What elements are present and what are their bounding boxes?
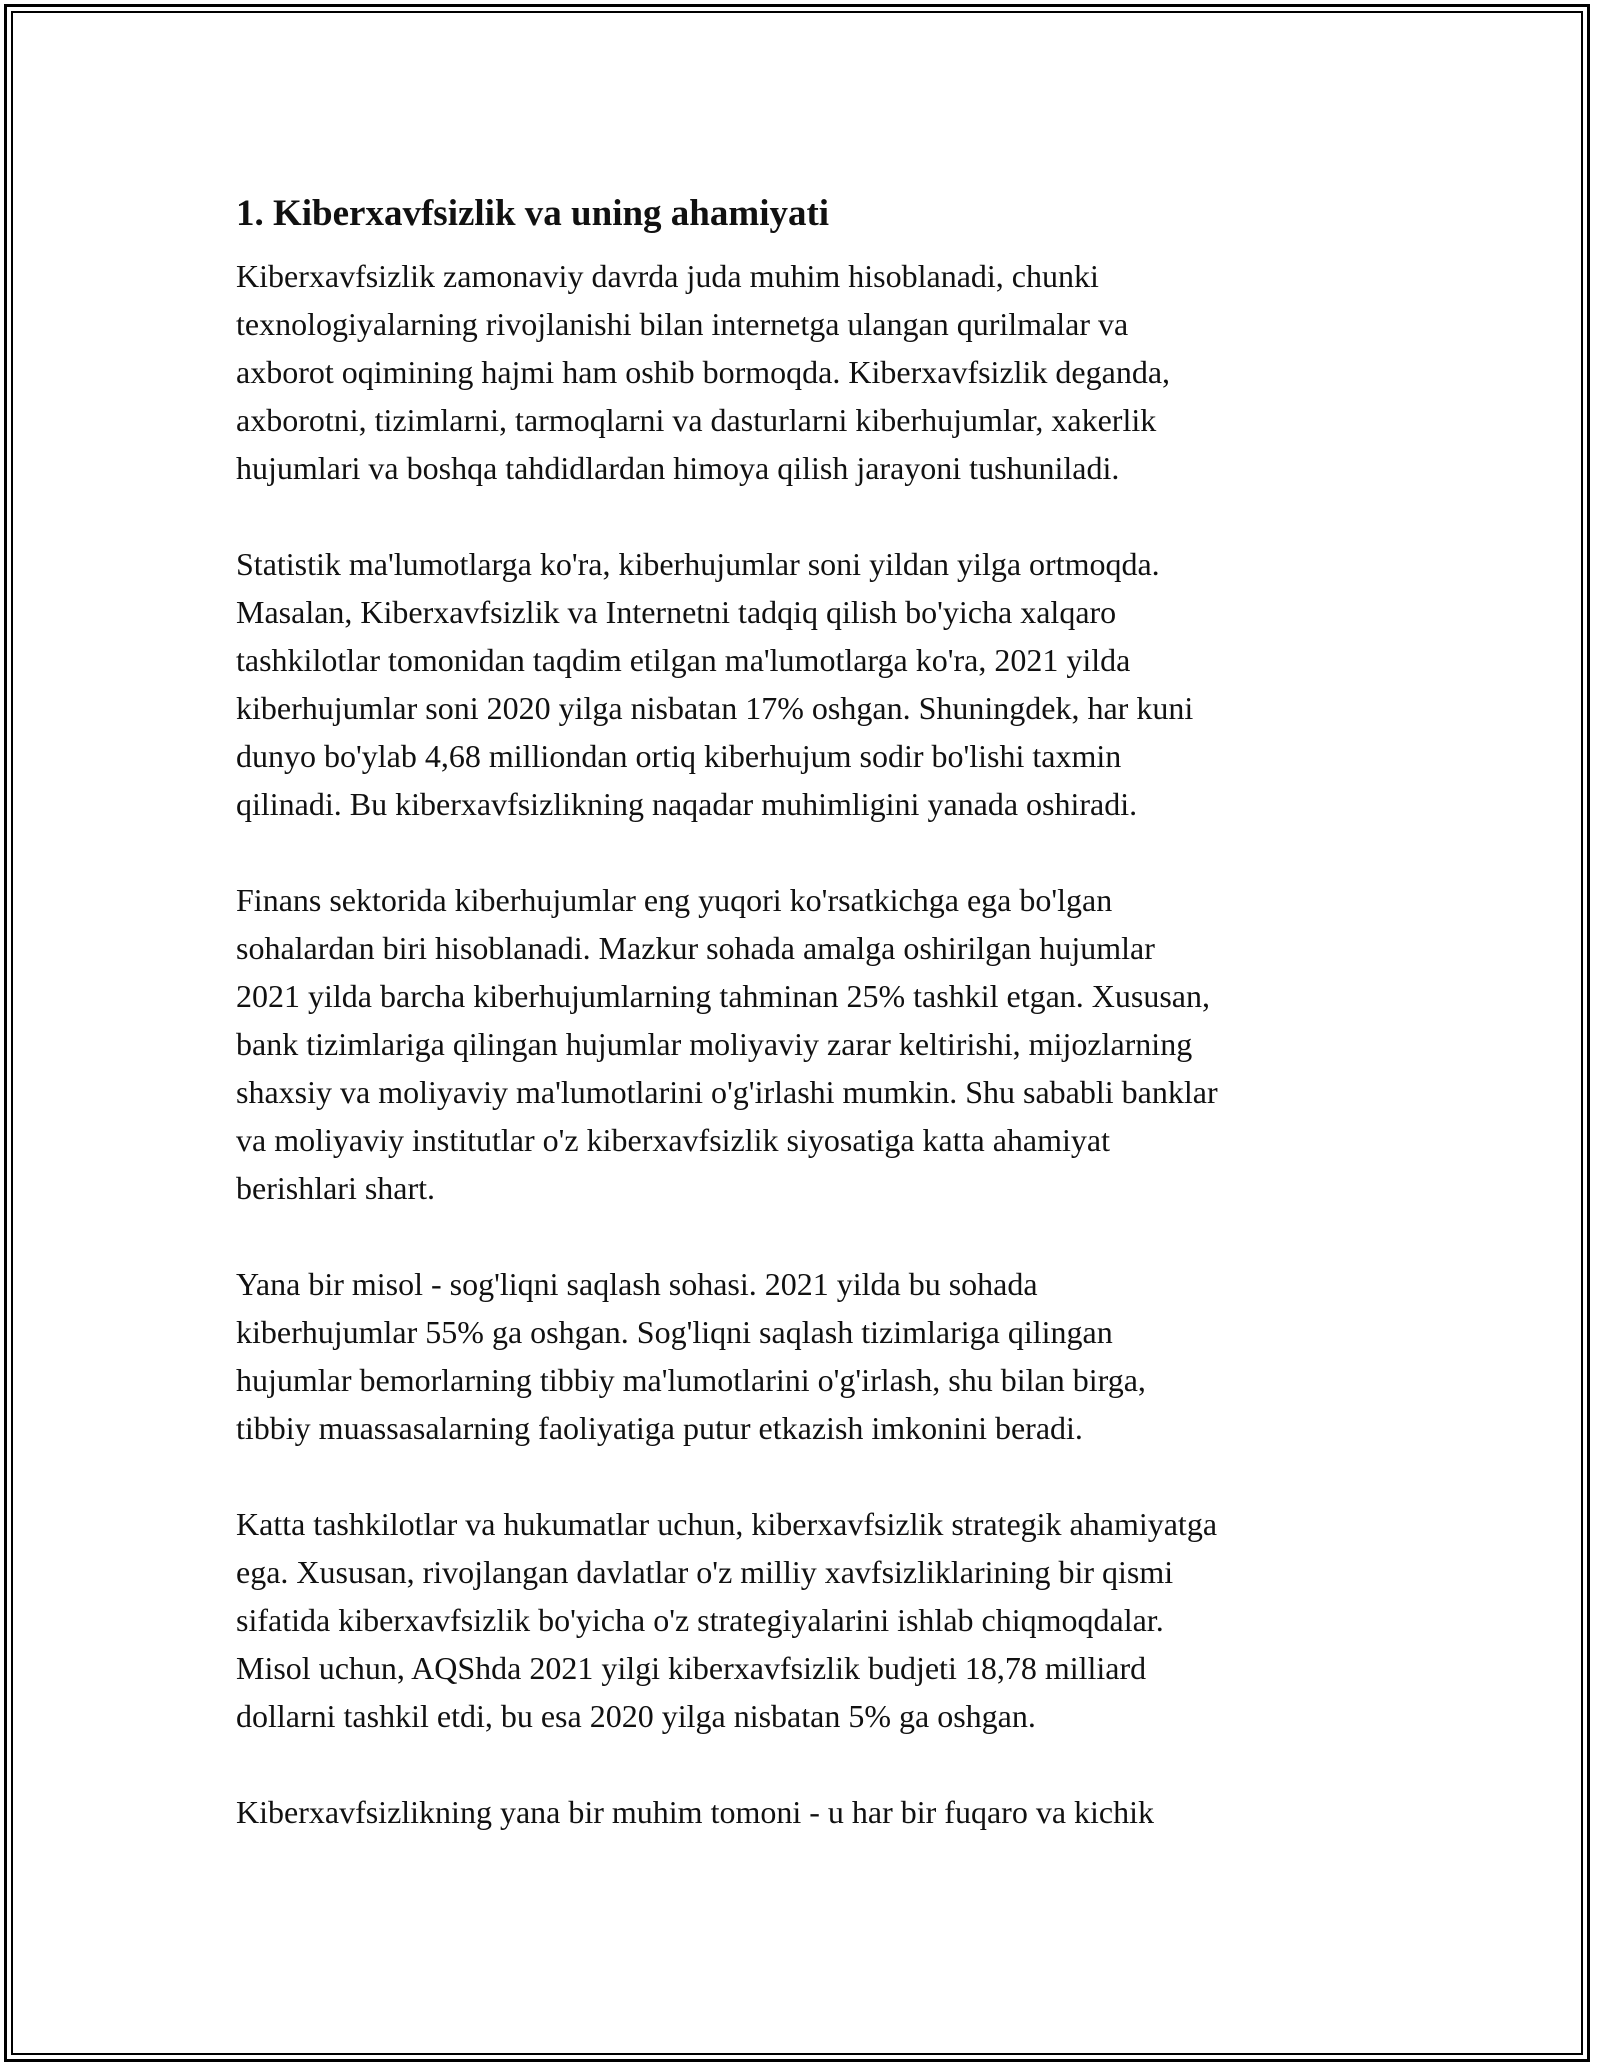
document-body bbox=[236, 188, 1386, 1884]
paragraph-government: Katta tashkilotlar va hukumatlar uchun, kiberxavfsizlik strategik ahamiyatga ega. Xususan, rivojlangan davlatlar o'z milliy xavfsizliklarining bir qismi sifatida kiberxavfsizlik bo'yicha o'z strategiyalarini ishlab chiqmoqdalar. Misol uchun, AQShda 2021 yilgi kiberxavfsizlik budjeti 18,78 milliard dollarni tashkil etdi, bu esa 2020 yilga nisbatan 5% ga oshgan. bbox=[236, 1506, 1218, 1734]
paragraph-citizens: Kiberxavfsizlikning yana bir muhim tomoni - u har bir fuqaro va kichik bbox=[236, 1794, 1154, 1830]
paragraph-statistics: Statistik ma'lumotlarga ko'ra, kiberhujumlar soni yildan yilga ortmoqda. Masalan, Kiberxavfsizlik va Internetni tadqiq qilish bo'yicha xalqaro tashkilotlar tomonidan taqdim etilgan ma'lumotlarga ko'ra, 2021 yilda kiberhujumlar soni 2020 yilga nisbatan 17% oshgan. Shuningdek, har kuni dunyo bo'ylab 4,68 milliondan ortiq kiberhujum sodir bo'lishi taxmin qilinadi. Bu kiberxavfsizlikning naqadar muhimligini yanada oshiradi. bbox=[236, 546, 1194, 822]
section-heading: 1. Kiberxavfsizlik va uning ahamiyati bbox=[236, 193, 830, 234]
paragraph-finance: Finans sektorida kiberhujumlar eng yuqori ko'rsatkichga ega bo'lgan sohalardan biri hisoblanadi. Mazkur sohada amalga oshirilgan hujumlar 2021 yilda barcha kiberhujumlarning tahminan 25% tashkil etgan. Xususan, bank tizimlariga qilingan hujumlar moliyaviy zarar keltirishi, mijozlarning shaxsiy va moliyaviy ma'lumotlarini o'g'irlashi mumkin. Shu sababli banklar va moliyaviy institutlar o'z kiberxavfsizlik siyosatiga katta ahamiyat berishlari shart. bbox=[236, 882, 1218, 1206]
paragraph-intro: Kiberxavfsizlik zamonaviy davrda juda muhim hisoblanadi, chunki texnologiyalarning rivojlanishi bilan internetga ulangan qurilmalar va axborot oqimining hajmi ham oshib bormoqda. Kiberxavfsizlik deganda, axborotni, tizimlarni, tarmoqlarni va dasturlarni kiberhujumlar, xakerlik hujumlari va boshqa tahdidlardan himoya qilish jarayoni tushuniladi. bbox=[236, 258, 1171, 486]
paragraph-healthcare: Yana bir misol - sog'liqni saqlash sohasi. 2021 yilda bu sohada kiberhujumlar 55% ga oshgan. Sog'liqni saqlash tizimlariga qilingan hujumlar bemorlarning tibbiy ma'lumotlarini o'g'irlash, shu bilan birga, tibbiy muassasalarning faoliyatiga putur etkazish imkonini beradi. bbox=[236, 1266, 1146, 1446]
